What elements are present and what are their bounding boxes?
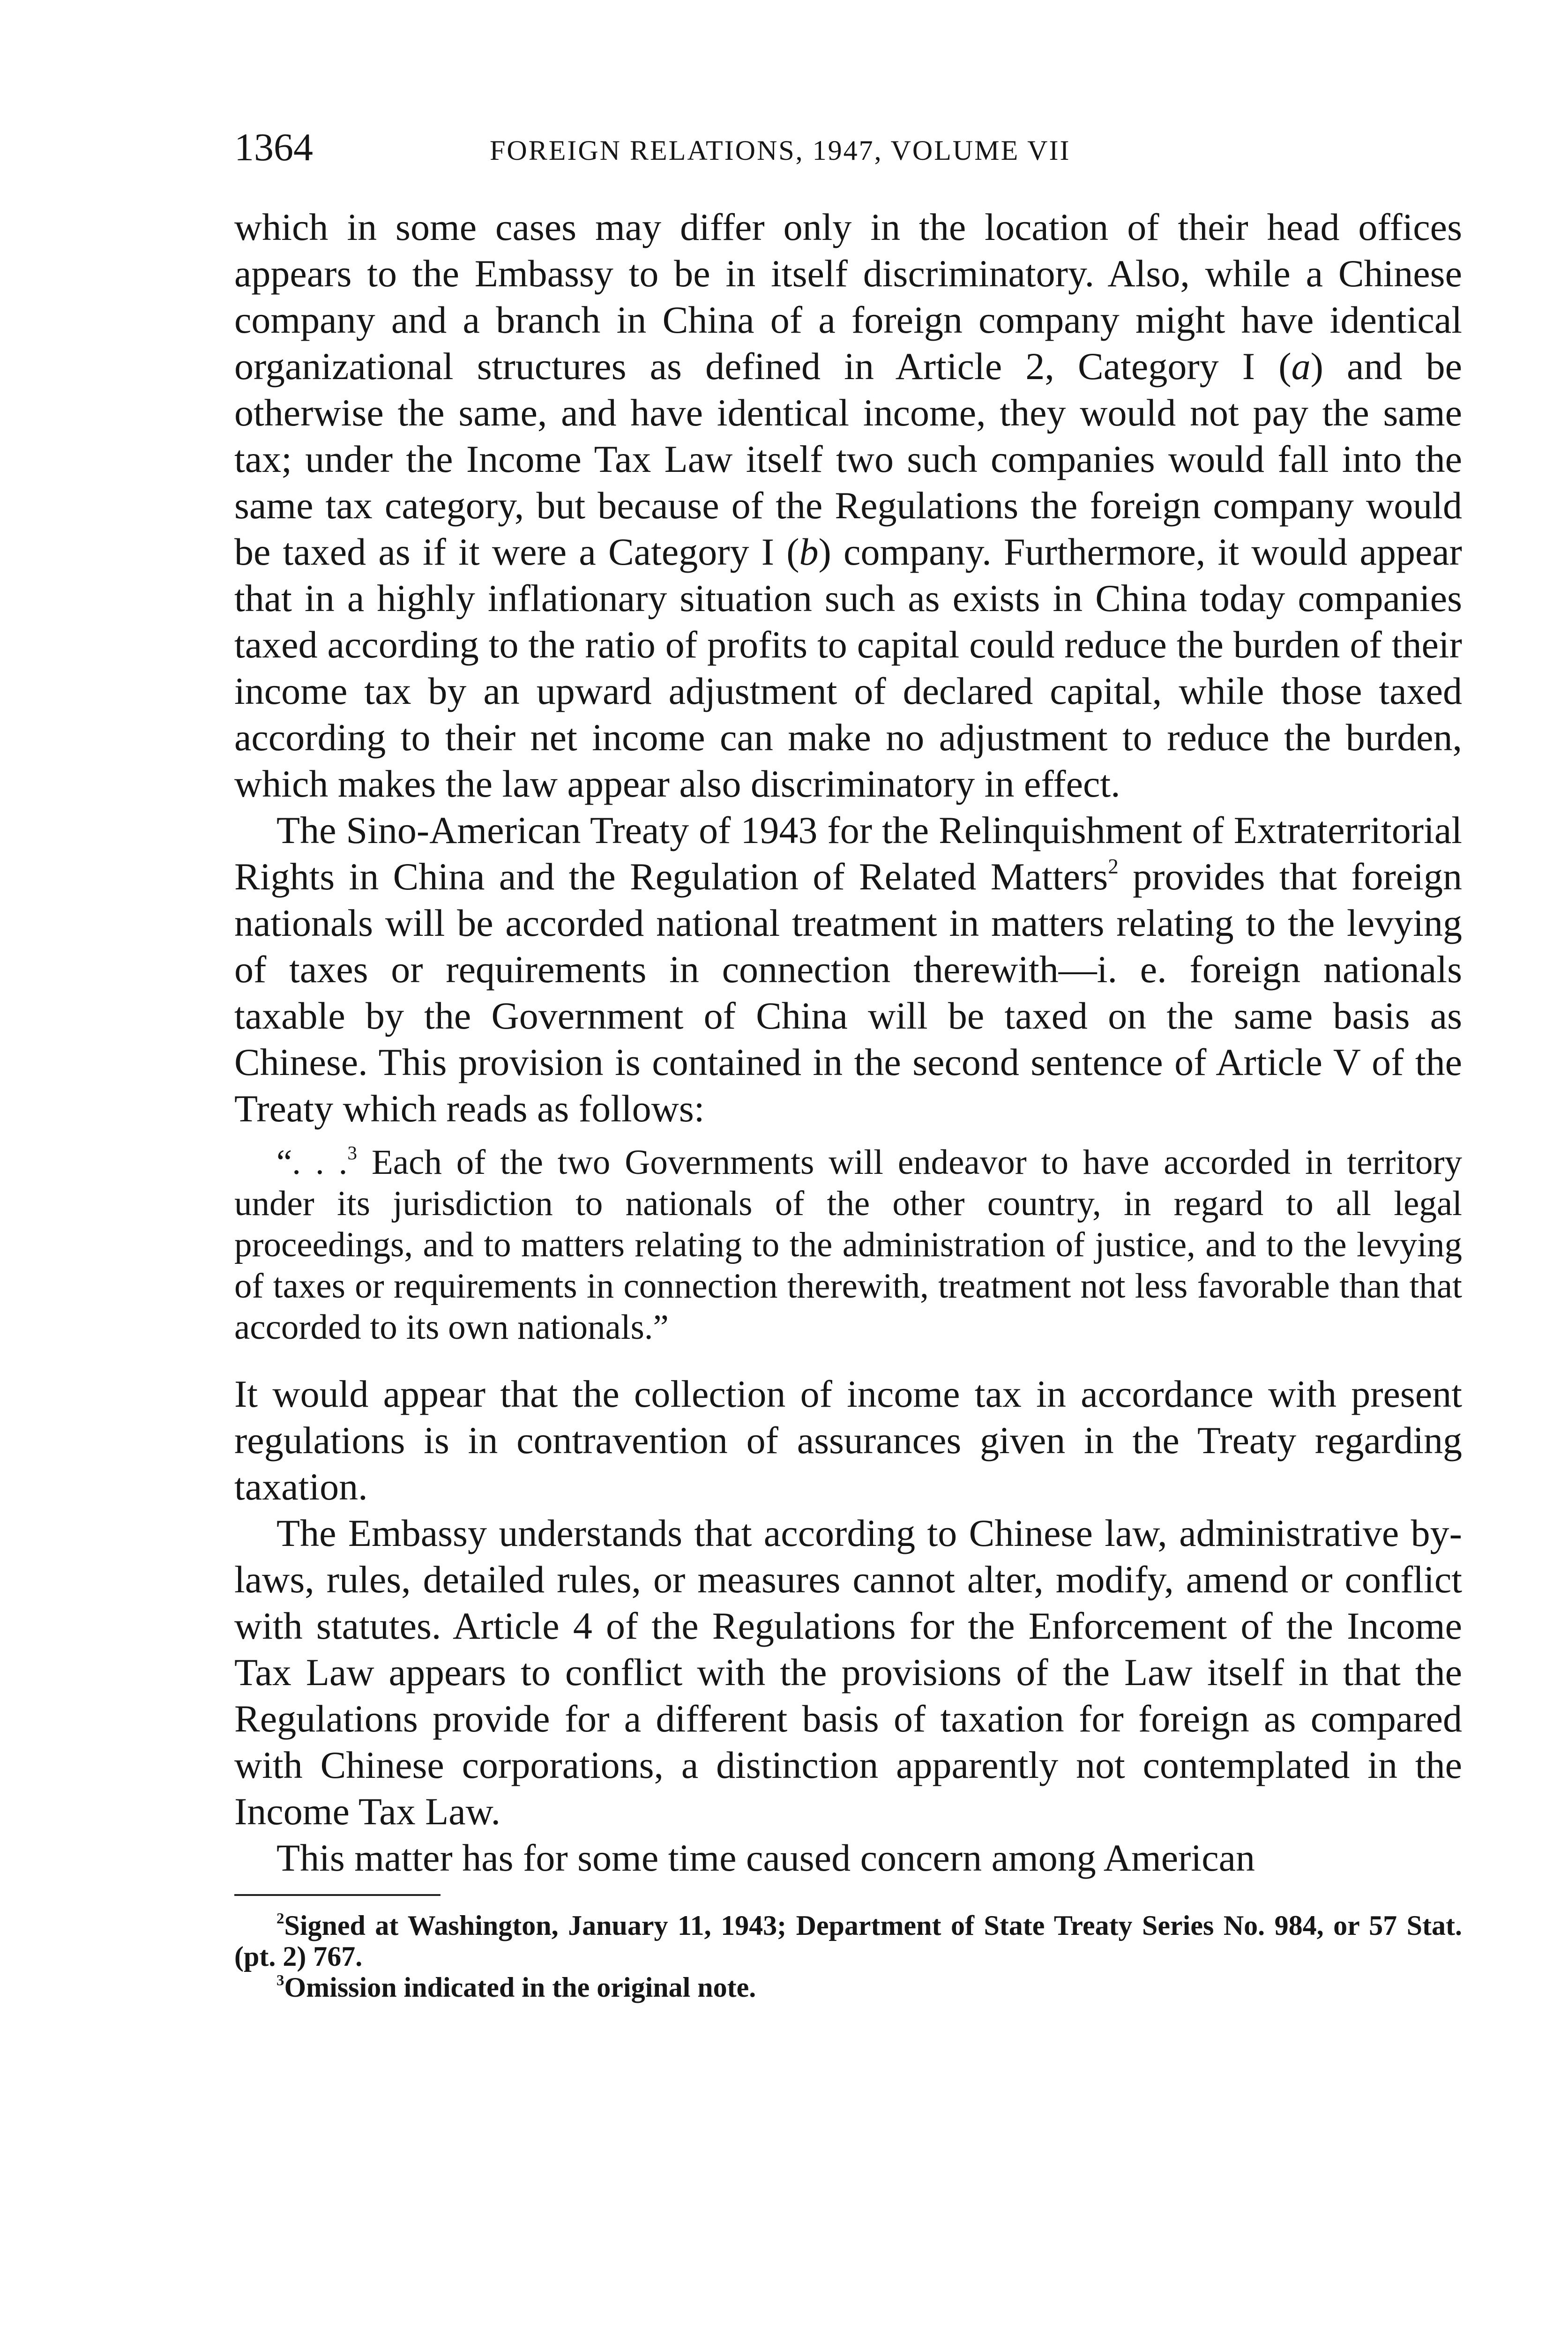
paragraph-treaty [234, 807, 1462, 1132]
italic-letter: a [1291, 345, 1311, 388]
block-quote [234, 1142, 1462, 1348]
footnote-marker: 2 [276, 1910, 284, 1927]
paragraph-text: ) company. Furthermore, it would appear that in a highly inflationary situation such as exists in China today companies taxed according to the ratio of profits to capital could reduce the burden of their income tax by an upward adjustment of declared capital, while those taxed according to their net income can make no adjustment to reduce the burden, which makes the law appear also discriminatory in effect. [234, 530, 1462, 805]
paragraph-text: which in some cases may differ only in the location of their head offices appears to the Embassy to be in itself discriminatory. Also, while a Chinese company and a branch in China of a foreign company might have identical organizational structures as defined in Article 2, Category I ( [234, 206, 1462, 388]
running-title: FOREIGN RELATIONS, 1947, VOLUME VII [490, 135, 1071, 166]
paragraph-text: ) and be otherwise the same, and have identical income, they would not pay the same tax; under the Income Tax Law itself two such companies would fall into the same tax category, but because of the Regulations the foreign company would be taxed as if it were a Category I ( [234, 345, 1462, 573]
italic-letter: b [799, 530, 819, 573]
quote-text: Each of the two Governments will endeavor to have accorded in territory under its jurisdiction to nationals of the other country, in regard to all legal proceedings, and to matters relating to the administration of justice, and to the levying of taxes or requirements in connection therewith, treatment not less favorable than that accorded to its own nationals.” [234, 1143, 1462, 1347]
quote-open: “. . . [276, 1143, 348, 1182]
paragraph-concern: This matter has for some time caused concern among American [276, 1836, 1255, 1879]
footnote-text: Omission indicated in the original note. [284, 1972, 756, 2003]
paragraph-text: provides that foreign nationals will be accorded national treatment in matters relating to the levying of taxes or requirements in connection therewith—i. e. foreign nationals taxable by the Government of China will be taxed on the same basis as Chinese. This provision is contained in the second sentence of Article V of the Treaty which reads as follows: [234, 855, 1462, 1130]
paragraph-contravention: It would appear that the collection of income tax in accordance with present regulations is in contravention of assurances given in the Treaty regarding taxation. [234, 1373, 1462, 1508]
paragraph-embassy-understands: The Embassy understands that according to Chinese law, administrative by-laws, rules, detailed rules, or measures cannot alter, modify, amend or conflict with statutes. Article 4 of the Regulations for the Enforcement of the Income Tax Law appears to conflict with the provisions of the Law itself in that the Regulations provide for a different basis of taxation for foreign as compared with Chinese corporations, a distinction apparently not contemplated in the Income Tax Law. [234, 1512, 1462, 1833]
paragraph-text: The Sino-American Treaty of 1943 for the Relinquishment of Extraterritorial Rights in China and the Regulation of Related Matters [234, 809, 1462, 898]
page-number: 1364 [234, 126, 313, 169]
footnote-reference: 2 [1108, 855, 1119, 879]
running-header [234, 122, 1462, 173]
paragraph-continuation [234, 204, 1462, 807]
document-page [234, 122, 1462, 2003]
footnote-item [234, 1910, 1462, 1972]
footnote-text: Signed at Washington, January 11, 1943; Department of State Treaty Series No. 984, or 57 Stat. (pt. 2) 767. [234, 1910, 1462, 1972]
footnotes [234, 1910, 1462, 2003]
footnote-reference: 3 [347, 1142, 358, 1164]
footnote-item [234, 1972, 1462, 2003]
footnote-marker: 3 [276, 1972, 284, 1989]
footnote-divider [234, 1894, 441, 1896]
body-text [234, 204, 1462, 1881]
